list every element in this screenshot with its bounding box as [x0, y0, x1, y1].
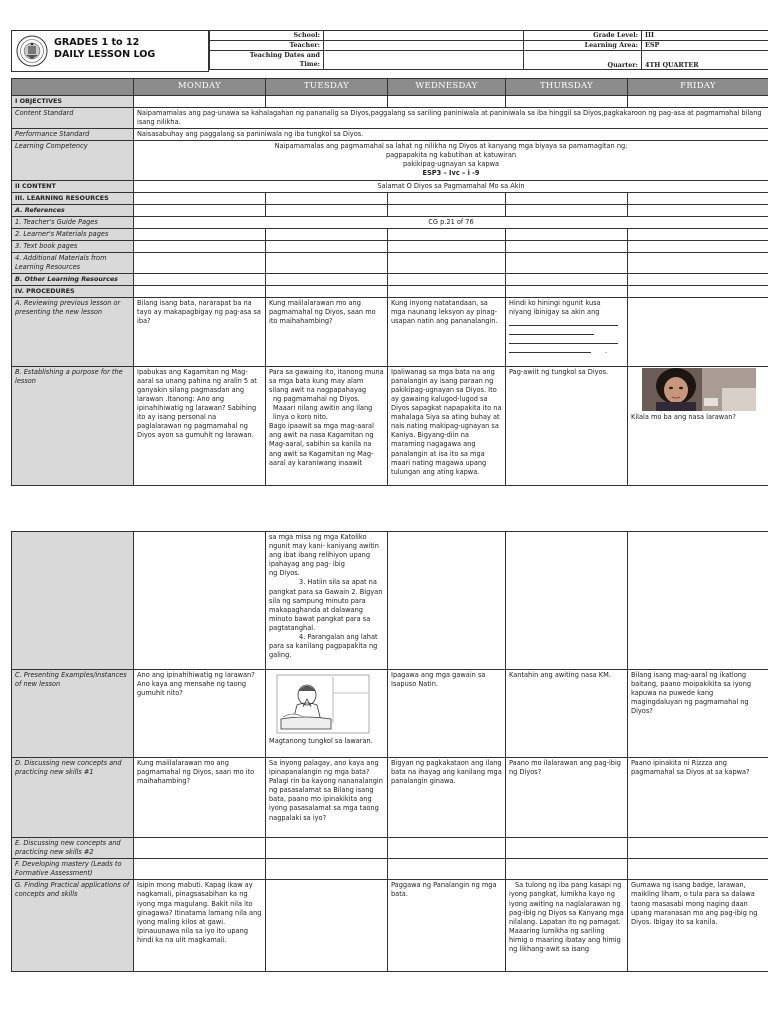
- day-wednesday: WEDNESDAY: [388, 79, 506, 96]
- content-heading: II CONTENT: [12, 180, 134, 192]
- lc-line1: Naipamamalas ang pagmamahal sa lahat ng nilikha ng Diyos at kanyang mga biyaya sa pamamagitan ng:: [274, 141, 628, 150]
- learning-competency-text: [134, 140, 768, 180]
- reviewing-thursday: [506, 297, 628, 366]
- content-standard-label: Content Standard: [12, 107, 134, 128]
- content-text: Salamat O Diyos sa Pagmamahal Mo sa Akin: [134, 180, 768, 192]
- lesson-log-header: [11, 30, 768, 72]
- blank-line: [509, 335, 618, 344]
- tg-pages-label: 1. Teacher's Guide Pages: [12, 216, 134, 228]
- grade-level-value: III: [642, 31, 768, 41]
- establishing-wednesday: Ipaliwanag sa mga bata na ang panalangin ay isang paraan ng pakikipag-ugnayan sa Diyos. Ito ay gawaing kalugod-lugod sa Diyos sapagkat napapakita ito na mahalaga Siya sa ating buhay at nais nating makipag-ugnayan sa Kaniya. Bigyang-diin na maraming nagagawa ang panalangin at isa ito sa mga maari nating magawa upang tulungan ang ating kapwa.: [388, 366, 506, 485]
- other-resources-label: B. Other Learning Resources: [12, 274, 134, 286]
- day-tuesday: TUESDAY: [266, 79, 388, 96]
- discussing1-friday: Paano ipinakita ni Rizzza ang pagmamahal sa Diyos at sa kapwa?: [628, 758, 768, 838]
- presenting-friday: Bilang isang mag-aaral ng ikatlong baitang, paano moipakikita sa iyong kapuwa na puwede kang magingdaluyan ng pagmamahal ng Diyos?: [628, 670, 768, 758]
- grade-level-label: Grade Level:: [524, 31, 642, 41]
- objectives-heading: I OBJECTIVES: [12, 95, 134, 107]
- learning-resources-heading: III. LEARNING RESOURCES: [12, 192, 134, 204]
- blank-line: [509, 326, 594, 335]
- applications-wednesday: Paggawa ng Panalangin ng mga bata.: [388, 880, 506, 972]
- lesson-table-page2: [11, 531, 768, 972]
- establishing-tuesday-p1: Para sa gawaing ito, itanong muna sa mga bata kung may alam silang awit na nagpapahayag: [269, 367, 384, 394]
- establishing-tuesday-p2: ng pagmamahal ng Diyos. Maaari nilang awitin ang ilang linya o koro nito.: [273, 394, 373, 422]
- textbook-pages-label: 3. Text book pages: [12, 240, 134, 252]
- presenting-monday: Ano ang ipinahihiwatig ng larawan? Ano kaya ang mensahe ng taong gumuhit nito?: [134, 670, 266, 758]
- discussing1-tuesday: Sa inyong palagay, ano kaya ang ipinapanalangin ng mga bata? Palagi rin ba kayong nananalangin ng pasasalamat sa Bilang isang bata, paano mo ipinakikita ang iyong pasasalamat sa mga taong nagpalaki sa iyo?: [266, 758, 388, 838]
- establishing-monday: Ipabukas ang Kagamitan ng Mag-aaral sa unang pahina ng aralin 5 at ganyakin silang pagmasdan ang larawan .Itanong: Ano ang ipinahihiwatig ng larawan? Sabihing ito ay isang personal na paglalarawan ng pagmamahal ng Diyos ayon sa gumuhit ng larawan.: [134, 366, 266, 485]
- discussing2-label: E. Discussing new concepts and practicing new skills #2: [12, 838, 134, 859]
- header-title-line1: GRADES 1 to 12: [54, 37, 140, 48]
- discussing1-label: D. Discussing new concepts and practicing new skills #1: [12, 758, 134, 838]
- day-header-row: [12, 79, 768, 96]
- cont-tuesday-p2: ng Diyos.: [269, 569, 300, 578]
- discussing1-wednesday: Bigyan ng pagkakataon ang ilang bata na ihayag ang kanilang mga panalangin ginawa.: [388, 758, 506, 838]
- performance-standard-text: Naisasabuhay ang paggalang sa paniniwala ng iba tungkol sa Diyos.: [134, 128, 768, 140]
- quarter-value: 4TH QUARTER: [642, 51, 768, 70]
- presenting-tuesday: [266, 670, 388, 758]
- girl-photo: [642, 368, 756, 411]
- header-title-block: [11, 30, 209, 72]
- establishing-friday-caption: Kilala mo ba ang nasa larawan?: [631, 412, 736, 421]
- establishing-tuesday-continued: [266, 532, 388, 670]
- learning-competency-label: Learning Competency: [12, 140, 134, 180]
- establishing-tuesday: [266, 366, 388, 485]
- applications-thursday: Sa tulong ng iba pang kasapi ng iyong pangkat, lumikha kayo ng iyong awiting na naglalarawan ng pag-ibig ng Diyos sa Kanyang mga nilalang. Lapatan ito ng pamagat. Maaaring lumikha ng sariling himig o maaring ibatay ang himig ng likhang-awit sa isang: [506, 880, 628, 972]
- reviewing-thursday-end: .: [605, 346, 608, 355]
- establishing-friday: [628, 366, 768, 485]
- teaching-dates-label: Teaching Dates and: [210, 51, 324, 61]
- learning-area-label: Learning Area:: [524, 41, 642, 51]
- time-label: Time:: [210, 60, 324, 70]
- performance-standard-label: Performance Standard: [12, 128, 134, 140]
- presenting-label: C. Presenting Examples/instances of new lesson: [12, 670, 134, 758]
- reviewing-wednesday: Kung inyong natatandaan, sa mga naunang leksyon ay pinag-usapan natin ang pananalangin.: [388, 297, 506, 366]
- reviewing-tuesday: Kung maiilalarawan mo ang pagmamahal ng Diyos, saan mo ito maihahambing?: [266, 297, 388, 366]
- boy-praying-sketch: [273, 673, 373, 735]
- lc-line3: pakikipag-ugnayan sa kapwa: [402, 160, 500, 169]
- procedures-heading: IV. PROCEDURES: [12, 285, 134, 297]
- lesson-table-page1: [11, 78, 768, 486]
- day-friday: FRIDAY: [628, 79, 768, 96]
- presenting-tuesday-caption: Magtanong tungkol sa lawaran.: [269, 737, 373, 745]
- establishing-label: B. Establishing a purpose for the lesson: [12, 366, 134, 485]
- school-value: [324, 31, 524, 41]
- establishing-thursday: Pag-awiit ng tungkol sa Diyos.: [506, 366, 628, 485]
- tg-pages-text: CG p.21 of 76: [134, 216, 768, 228]
- additional-materials-label: 4. Additional Materials from Learning Resources: [12, 252, 134, 273]
- presenting-thursday: Kantahin ang awiting nasa KM.: [506, 670, 628, 758]
- discussing1-thursday: Paano mo ilalarawan ang pag-ibig ng Diyos?: [506, 758, 628, 838]
- blank-line: [509, 344, 591, 353]
- school-label: School:: [210, 31, 324, 41]
- cont-tuesday-p3: 3. Hatiin sila sa apat na pangkat para sa Gawain 2. Bigyan sila ng sampung minuto para makapaghanda at dalawang minuto bawat pangkat para sa pagtatanghal.: [269, 578, 383, 632]
- quarter-label: Quarter:: [524, 51, 642, 70]
- cont-tuesday-p1: sa mga misa ng mga Katoliko ngunit may kani- kaniyang awitin ang ibat ibang relihiyon upang ipahayag ang pag- ibig: [269, 533, 379, 569]
- content-standard-text: Naipamamalas ang pag-unawa sa kahalagahan ng pananalig sa Diyos,paggalang sa sariling paniniwala at paniniwala sa iba hinggil sa Diyos,pagkakaroon ng pag-asa at pagmamahal bilang isang nilikha.: [134, 107, 768, 128]
- learning-area-value: ESP: [642, 41, 768, 51]
- applications-friday: Gumawa ng isang badge, larawan, maikling liham, o tula para sa dalawa taong masasabi mong naging daan upang maranasan mo ang pag-ibig ng Diyos. Ibigay ito sa kanila.: [628, 880, 768, 972]
- deped-seal-icon: [16, 35, 48, 67]
- blank-line: [509, 317, 618, 326]
- header-info-table: [209, 30, 768, 70]
- day-thursday: THURSDAY: [506, 79, 628, 96]
- teaching-dates-value: [324, 51, 524, 70]
- teacher-value: [324, 41, 524, 51]
- cont-tuesday-p4: 4. Parangalan ang lahat para sa kanilang pagpapakita ng galing.: [269, 633, 378, 660]
- lc-line2: pagpapakita ng kabutihan at katuwiran: [385, 150, 517, 159]
- applications-monday: Isipin mong mabuti. Kapag ikaw ay nagkamali, pinagsasabihan ka ng iyong mga magulang. Bakit nila ito ginagawa? Itinatama lamang nila ang iyong maling kilos at gawi. Ipinauunawa nila sa iyo ito upang hindi ka na ulit magkamali.: [134, 880, 266, 972]
- lesson-table-continued: [11, 531, 768, 972]
- lc-code: ESP3 – Ivc – i -9: [422, 169, 480, 178]
- references-heading: A. References: [12, 204, 134, 216]
- discussing1-monday: Kung maiilalarawan mo ang pagmamahal ng Diyos, saan mo ito maihahambing?: [134, 758, 266, 838]
- header-title-line2: DAILY LESSON LOG: [54, 48, 156, 60]
- reviewing-thursday-text: Hindi ko hiningi ngunit kusa niyang ibinigay sa akin ang: [509, 298, 601, 316]
- presenting-wednesday: Ipagawa ang mga gawain sa Isapuso Natin.: [388, 670, 506, 758]
- teacher-label: Teacher:: [210, 41, 324, 51]
- reviewing-monday: Bilang isang bata, nararapat ba na tayo ay makapagbigay ng pag-asa sa iba?: [134, 297, 266, 366]
- lm-pages-label: 2. Learner's Materials pages: [12, 228, 134, 240]
- establishing-tuesday-p3: Bago ipaawit sa mga mag-aaral ang awit na nasa Kagamitan ng Mag-aaral, sabihin sa kanila na ang awit sa Kagamitan ng Mag-aaral ay karaniwang inaawit: [269, 422, 374, 467]
- reviewing-label: A. Reviewing previous lesson or presenting the new lesson: [12, 297, 134, 366]
- applications-label: G. Finding Practical applications of concepts and skills: [12, 880, 134, 972]
- day-monday: MONDAY: [134, 79, 266, 96]
- lesson-table: [11, 78, 768, 486]
- mastery-label: F. Developing mastery (Leads to Formative Assessment): [12, 859, 134, 880]
